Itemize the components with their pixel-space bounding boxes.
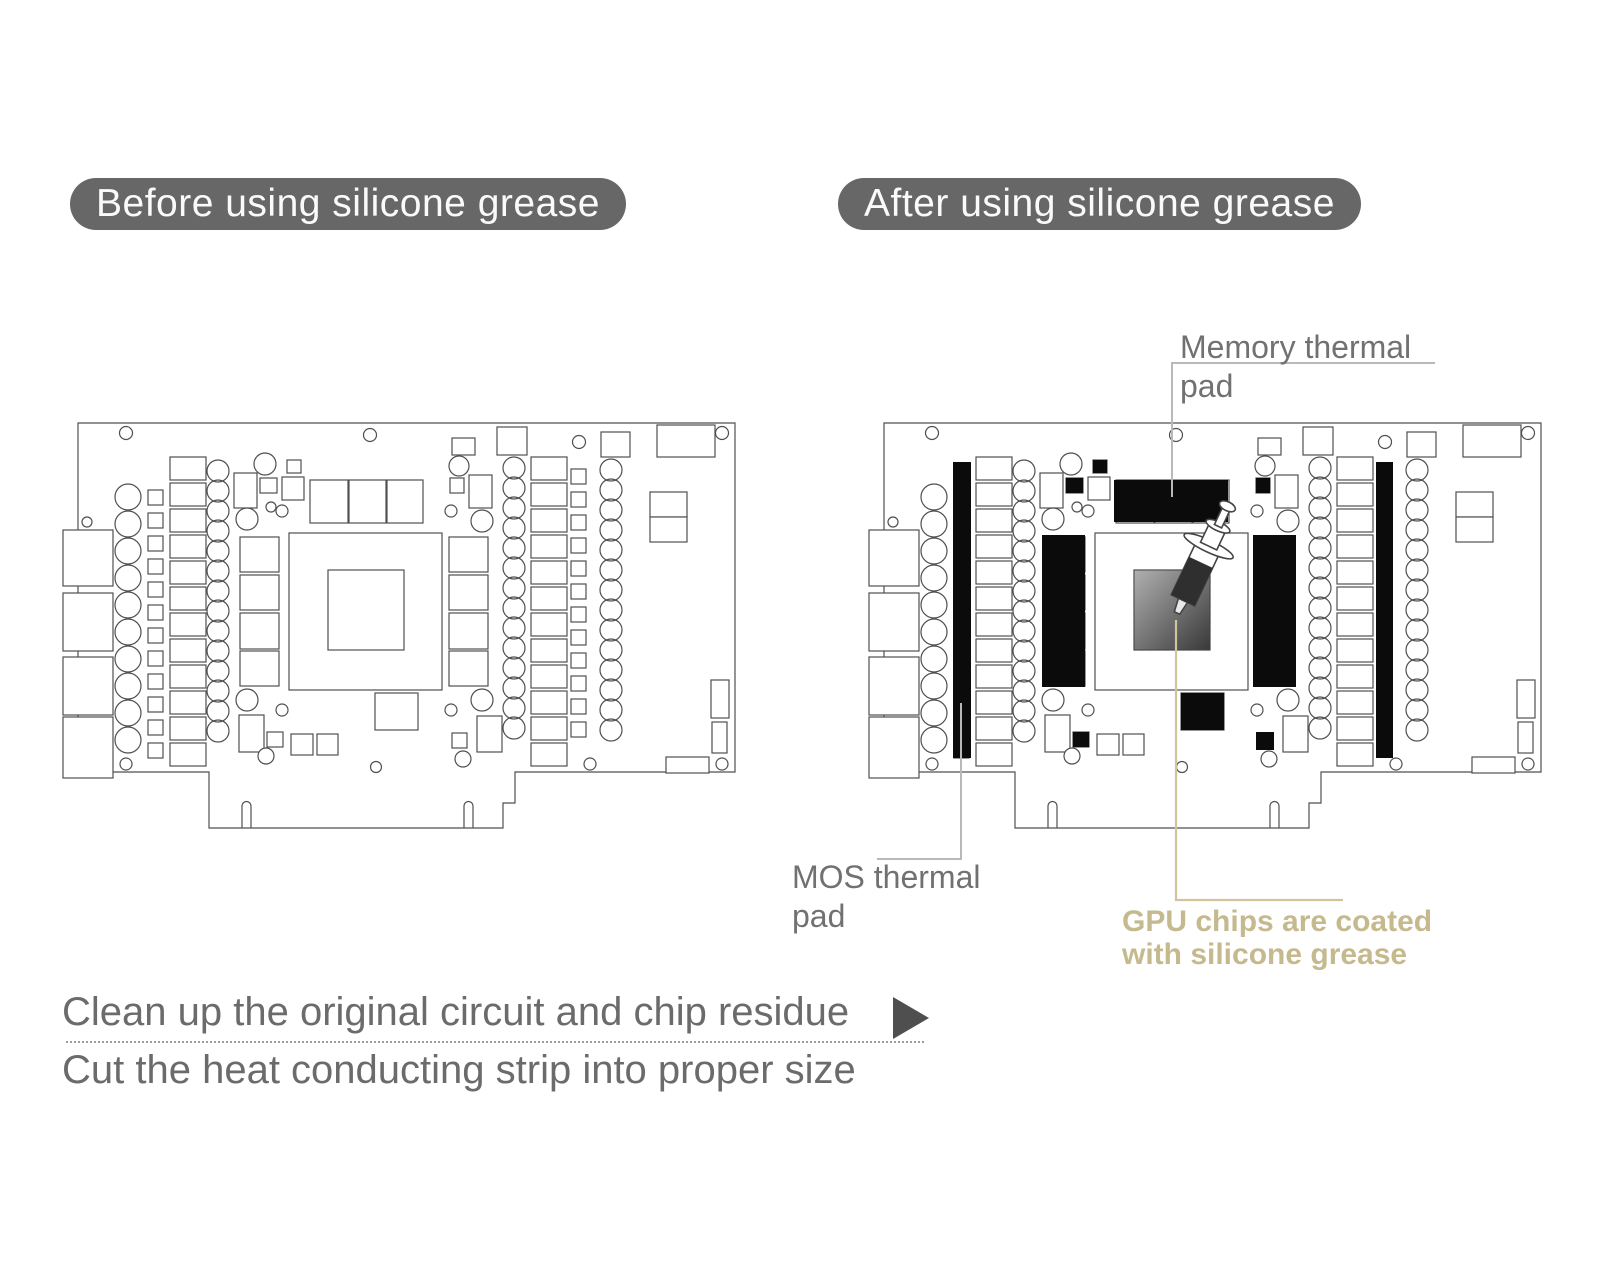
dotted-divider	[66, 1041, 924, 1043]
left-gpu-flank-pad	[1042, 535, 1085, 687]
annotation-mos-line2: pad	[792, 898, 846, 934]
label-after: After using silicone grease	[838, 178, 1361, 230]
instruction-step1: Clean up the original circuit and chip residue	[62, 990, 850, 1034]
annotation-memory-line1: Memory thermal	[1180, 329, 1412, 365]
annotation-mos-thermal-pad	[792, 858, 980, 936]
below-gpu-pad	[1181, 693, 1224, 730]
right-thermal-pad-strip	[1376, 462, 1393, 758]
annotation-memory-line2: pad	[1180, 368, 1234, 404]
annotation-mos-line1: MOS thermal	[792, 859, 981, 895]
annotation-gpu-line1: GPU chips are coated	[1122, 905, 1433, 938]
annotation-gpu-grease	[1122, 905, 1432, 971]
label-before: Before using silicone grease	[70, 178, 626, 230]
annotation-memory-thermal-pad	[1180, 328, 1411, 406]
arrow-right-icon	[893, 997, 929, 1039]
right-gpu-flank-pad	[1253, 535, 1296, 687]
pcb-before-drawing	[63, 423, 735, 828]
instruction-step2: Cut the heat conducting strip into proper size	[62, 1048, 856, 1092]
annotation-gpu-line2: with silicone grease	[1122, 938, 1408, 971]
